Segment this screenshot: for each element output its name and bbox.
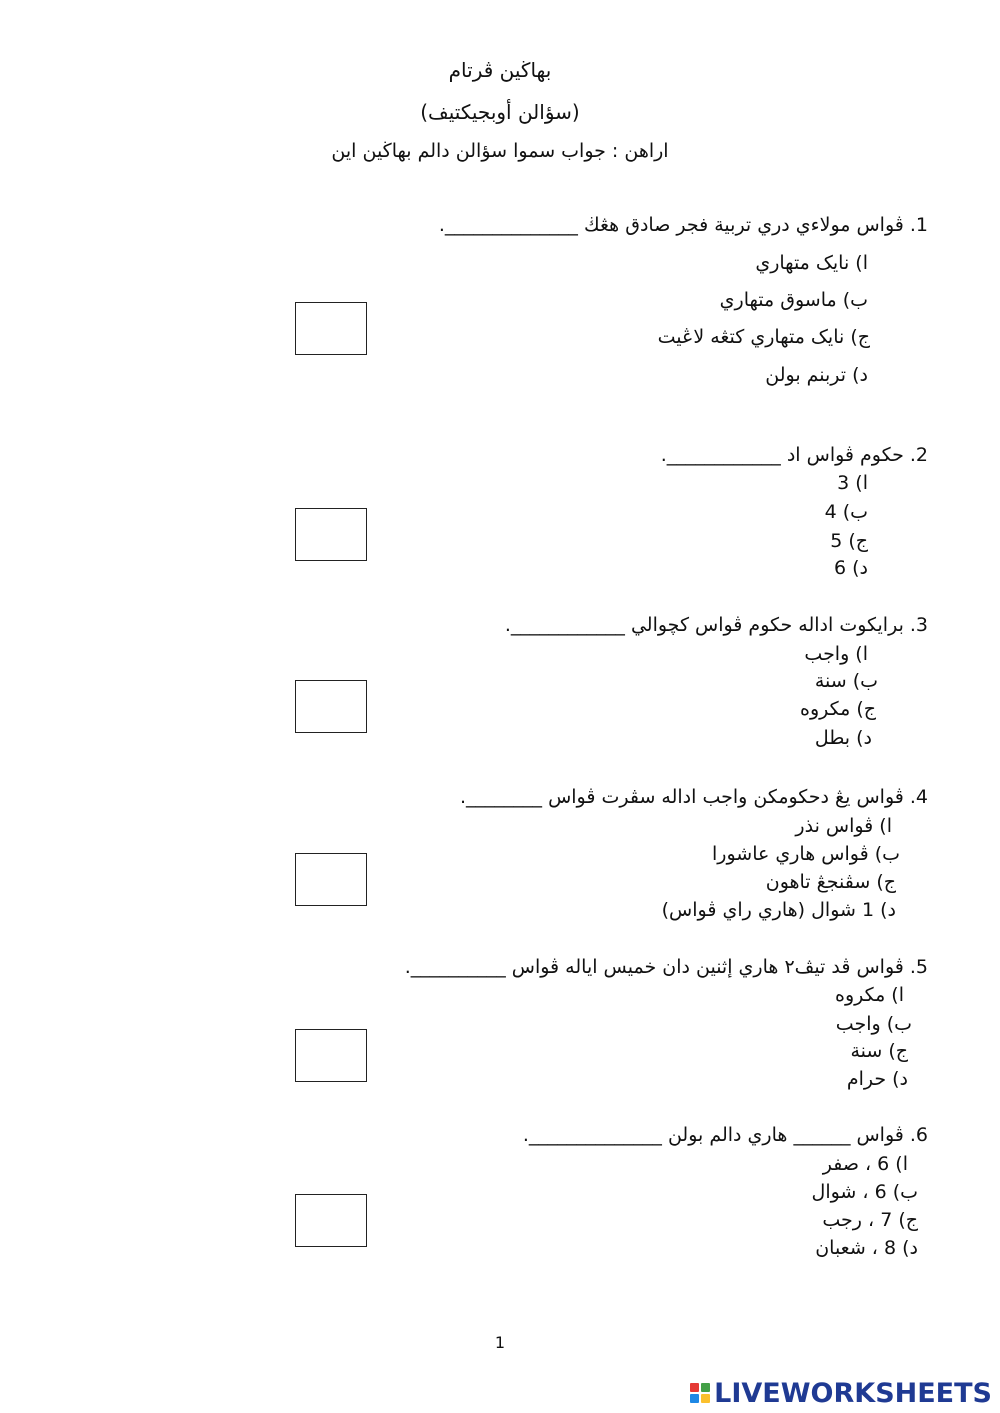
- option-c: ج) سنة: [850, 1040, 908, 1062]
- option-c: ج) مكروه: [800, 698, 876, 720]
- instruction-text: اراهن : جواب سموا سؤالن دالم بهاڬين اين: [331, 140, 669, 162]
- option-c: ج) 7 ، رجب: [822, 1209, 918, 1231]
- question-text: ڤواس يڠ دحكومكن واجب اداله سڤرت ڤواس ________.: [460, 786, 904, 808]
- question-text: ڤواس مولاءي دري تربية فجر صادق هڠڬ ______________.: [438, 214, 904, 236]
- option-a: ا) نايک متهاري: [755, 252, 868, 274]
- option-a: ا) واجب: [804, 643, 868, 665]
- question-2: [661, 444, 928, 466]
- liveworksheets-logo: [690, 1378, 992, 1408]
- liveworksheets-mark-icon: [690, 1383, 710, 1403]
- option-d: د) حرام: [846, 1068, 908, 1090]
- option-c: ج) نايک متهاري كتڠه لاڠيت: [657, 326, 870, 348]
- option-d: د) بطل: [814, 727, 872, 749]
- answer-box-2[interactable]: [295, 508, 367, 561]
- question-text: ڤواس ڤد تيڤ٢ هاري إثنين دان خميس اياله ڤواس __________.: [404, 956, 904, 978]
- option-b: ب) 6 ، شوال: [811, 1181, 918, 1203]
- option-a: ا) ڤواس نذر: [795, 815, 892, 837]
- option-a: ا) 3: [837, 472, 868, 494]
- mark-square: [690, 1394, 699, 1403]
- answer-box-6[interactable]: [295, 1194, 367, 1247]
- option-d: د) تربنم بولن: [765, 364, 868, 386]
- answer-box-1[interactable]: [295, 302, 367, 355]
- page-title: بهاڬين ڤرتام: [448, 58, 552, 82]
- question-5: [405, 956, 928, 978]
- option-b: ب) سنة: [814, 670, 878, 692]
- answer-box-5[interactable]: [295, 1029, 367, 1082]
- question-text: حكوم ڤواس اد ____________.: [660, 444, 904, 466]
- question-text: برايكوت اداله حكوم ڤواس كچوالي ____________.: [504, 614, 904, 636]
- option-a: ا) مكروه: [834, 984, 904, 1006]
- page-number: 1: [494, 1333, 506, 1352]
- option-d: د) 6: [833, 557, 868, 579]
- option-b: ب) ماسوق متهاري: [719, 289, 868, 311]
- option-d: د) 1 شوال (هاري راي ڤواس): [661, 899, 896, 921]
- option-b: ب) 4: [824, 501, 868, 523]
- question-number: 1.: [909, 214, 928, 236]
- option-a: ا) 6 ، صفر: [822, 1153, 908, 1175]
- question-1: [439, 214, 928, 236]
- question-4: [460, 786, 928, 808]
- question-3: [505, 614, 928, 636]
- page-subtitle: (سؤالن أوبجيكتيف): [420, 100, 580, 124]
- option-c: ج) 5: [830, 530, 868, 552]
- question-6: [523, 1124, 928, 1146]
- option-d: د) 8 ، شعبان: [815, 1237, 918, 1259]
- brand-name: LIVEWORKSHEETS: [714, 1377, 992, 1409]
- option-c: ج) سڤنجڠ تاهون: [765, 871, 896, 893]
- mark-square: [690, 1383, 699, 1392]
- question-number: 3.: [909, 614, 928, 636]
- question-text: ڤواس ______ هاري دالم بولن ______________.: [522, 1124, 904, 1146]
- option-b: ب) ڤواس هاري عاشورا: [712, 843, 900, 865]
- question-number: 5.: [909, 956, 928, 978]
- option-b: ب) واجب: [835, 1013, 912, 1035]
- mark-square: [701, 1394, 710, 1403]
- answer-box-4[interactable]: [295, 853, 367, 906]
- question-number: 4.: [909, 786, 928, 808]
- mark-square: [701, 1383, 710, 1392]
- answer-box-3[interactable]: [295, 680, 367, 733]
- question-number: 2.: [909, 444, 928, 466]
- question-number: 6.: [909, 1124, 928, 1146]
